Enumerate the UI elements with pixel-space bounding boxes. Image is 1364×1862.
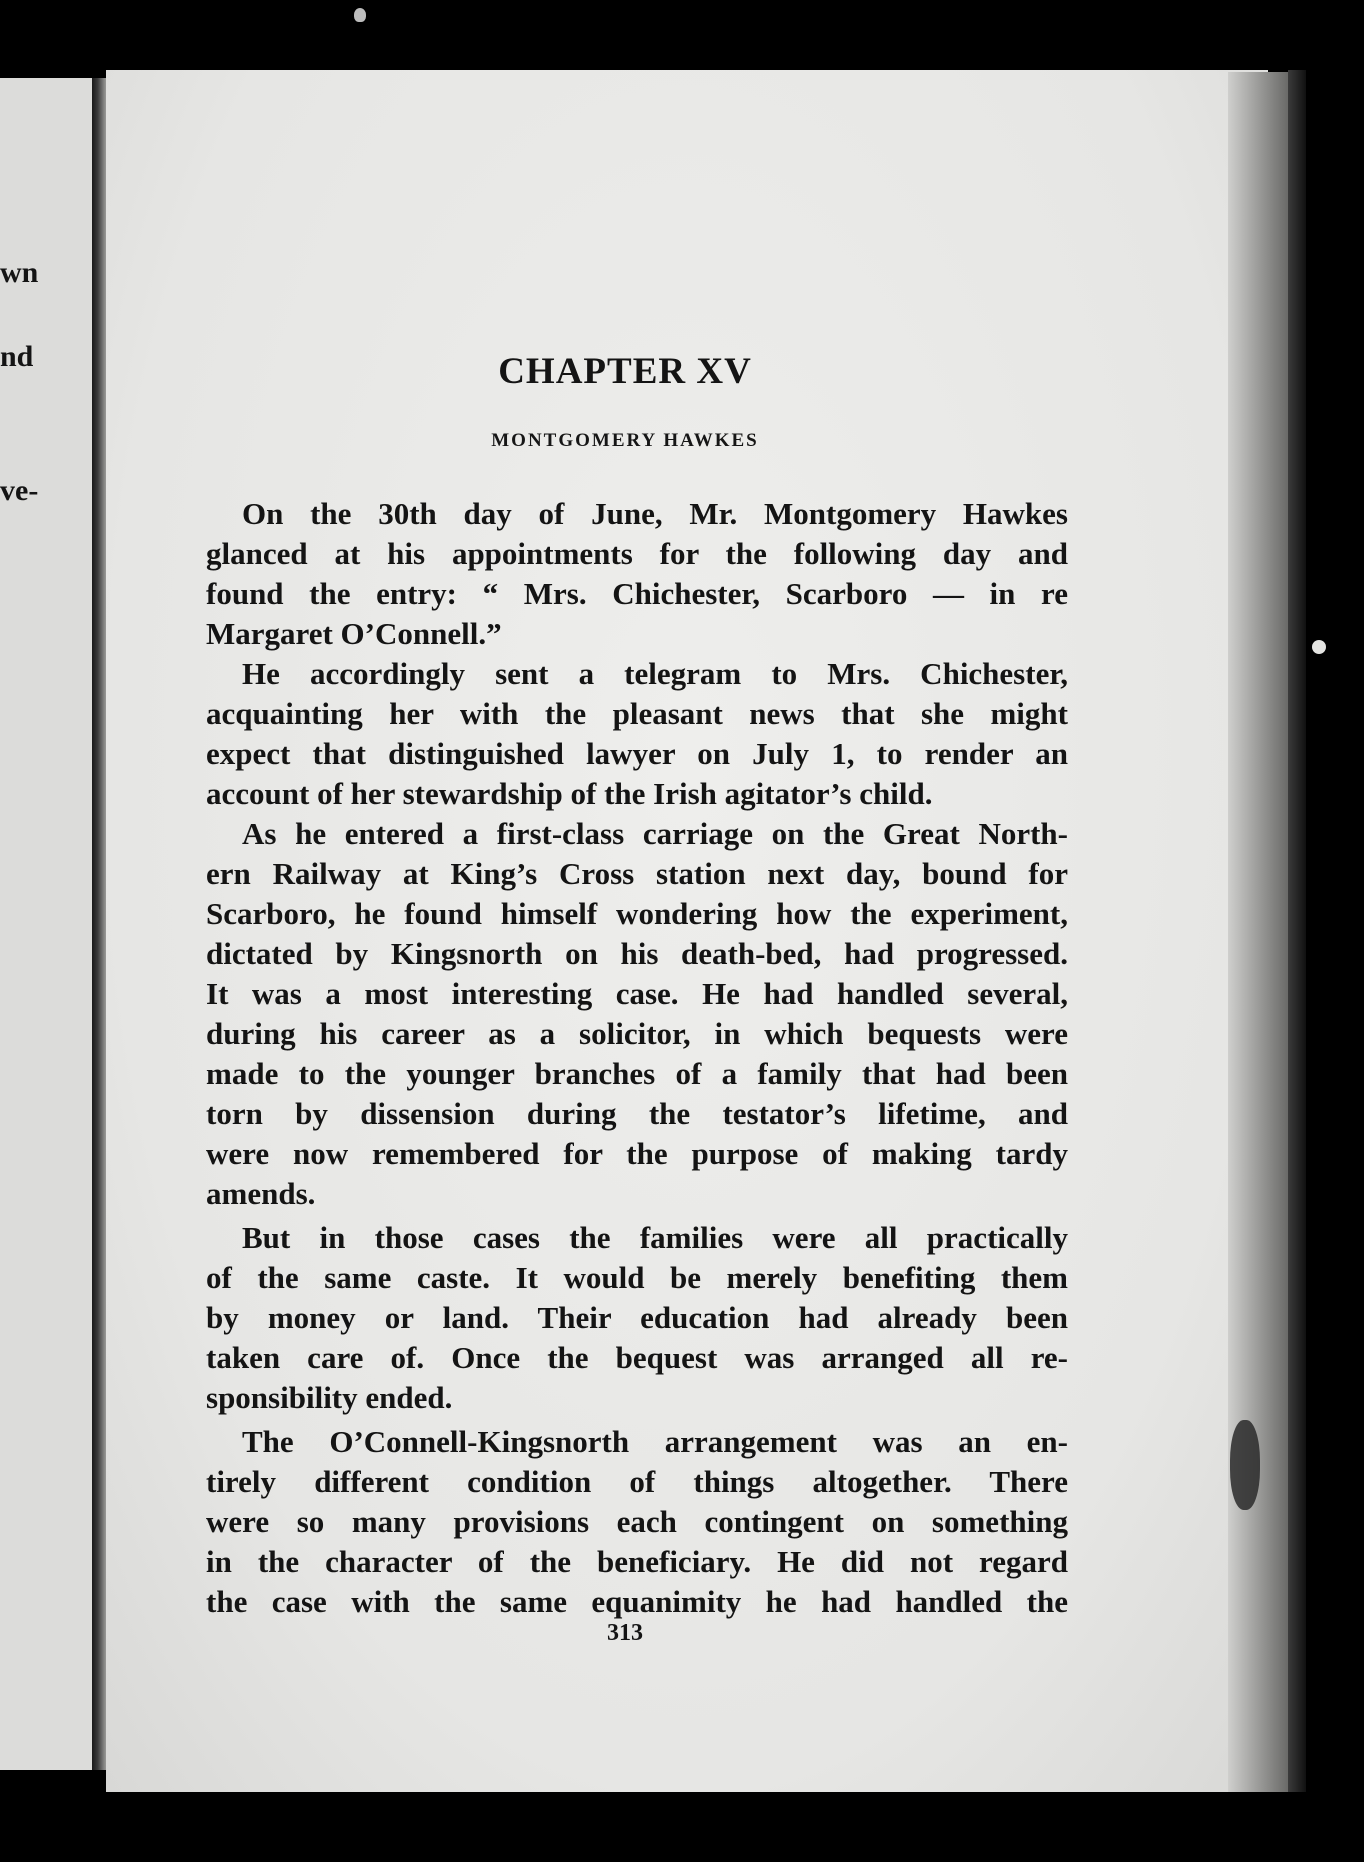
text-line: the case with the same equanimity he had handled the: [206, 1584, 1068, 1619]
text-line: were so many provisions each contingent on something: [206, 1504, 1068, 1539]
text-line: in the character of the beneficiary. He did not regard: [206, 1544, 1068, 1579]
binding-clip: [1230, 1420, 1260, 1510]
text-line: Scarboro, he found himself wondering how the experiment,: [206, 896, 1068, 931]
chapter-title: CHAPTER XV: [498, 351, 752, 392]
text-line: torn by dissension during the testator’s lifetime, and: [206, 1096, 1068, 1131]
text-line: tirely different condition of things altogether. There: [206, 1464, 1068, 1499]
text-line: Margaret O’Connell.”: [206, 616, 502, 651]
page-number: 313: [607, 1620, 643, 1646]
speck: [1312, 640, 1326, 654]
top-mark: [354, 8, 366, 22]
text-line: glanced at his appointments for the following day and: [206, 536, 1068, 571]
left-page-fragment: nd: [0, 340, 34, 373]
text-line: by money or land. Their education had already been: [206, 1300, 1068, 1335]
left-page-edge: [0, 78, 92, 1770]
text-line: As he entered a first-class carriage on the Great North-: [242, 816, 1068, 851]
text-line: dictated by Kingsnorth on his death-bed, had progressed.: [206, 936, 1068, 971]
left-page-fragment: ve-: [0, 474, 39, 507]
text-line: found the entry: “ Mrs. Chichester, Scarboro — in re: [206, 576, 1068, 611]
text-line: It was a most interesting case. He had handled several,: [206, 976, 1068, 1011]
text-line: sponsibility ended.: [206, 1380, 453, 1415]
text-line: ern Railway at King’s Cross station next day, bound for: [206, 856, 1068, 891]
text-line: were now remembered for the purpose of making tardy: [206, 1136, 1068, 1171]
text-line: taken care of. Once the bequest was arranged all re-: [206, 1340, 1068, 1375]
text-line: of the same caste. It would be merely benefiting them: [206, 1260, 1068, 1295]
book-spine: [1228, 72, 1288, 1792]
text-line: account of her stewardship of the Irish agitator’s child.: [206, 776, 933, 811]
text-line: He accordingly sent a telegram to Mrs. Chichester,: [242, 656, 1068, 691]
chapter-subtitle: MONTGOMERY HAWKES: [491, 430, 759, 451]
text-line: expect that distinguished lawyer on July 1, to render an: [206, 736, 1068, 771]
text-line: during his career as a solicitor, in which bequests were: [206, 1016, 1068, 1051]
gutter: [92, 78, 106, 1770]
text-line: amends.: [206, 1176, 316, 1211]
text-line: acquainting her with the pleasant news that she might: [206, 696, 1068, 731]
text-line: On the 30th day of June, Mr. Montgomery Hawkes: [242, 496, 1068, 531]
text-line: made to the younger branches of a family that had been: [206, 1056, 1068, 1091]
left-page-fragment: wn: [0, 256, 39, 289]
spine-edge: [1288, 70, 1306, 1792]
text-line: But in those cases the families were all practically: [242, 1220, 1068, 1255]
text-line: The O’Connell-Kingsnorth arrangement was an en-: [242, 1424, 1068, 1459]
